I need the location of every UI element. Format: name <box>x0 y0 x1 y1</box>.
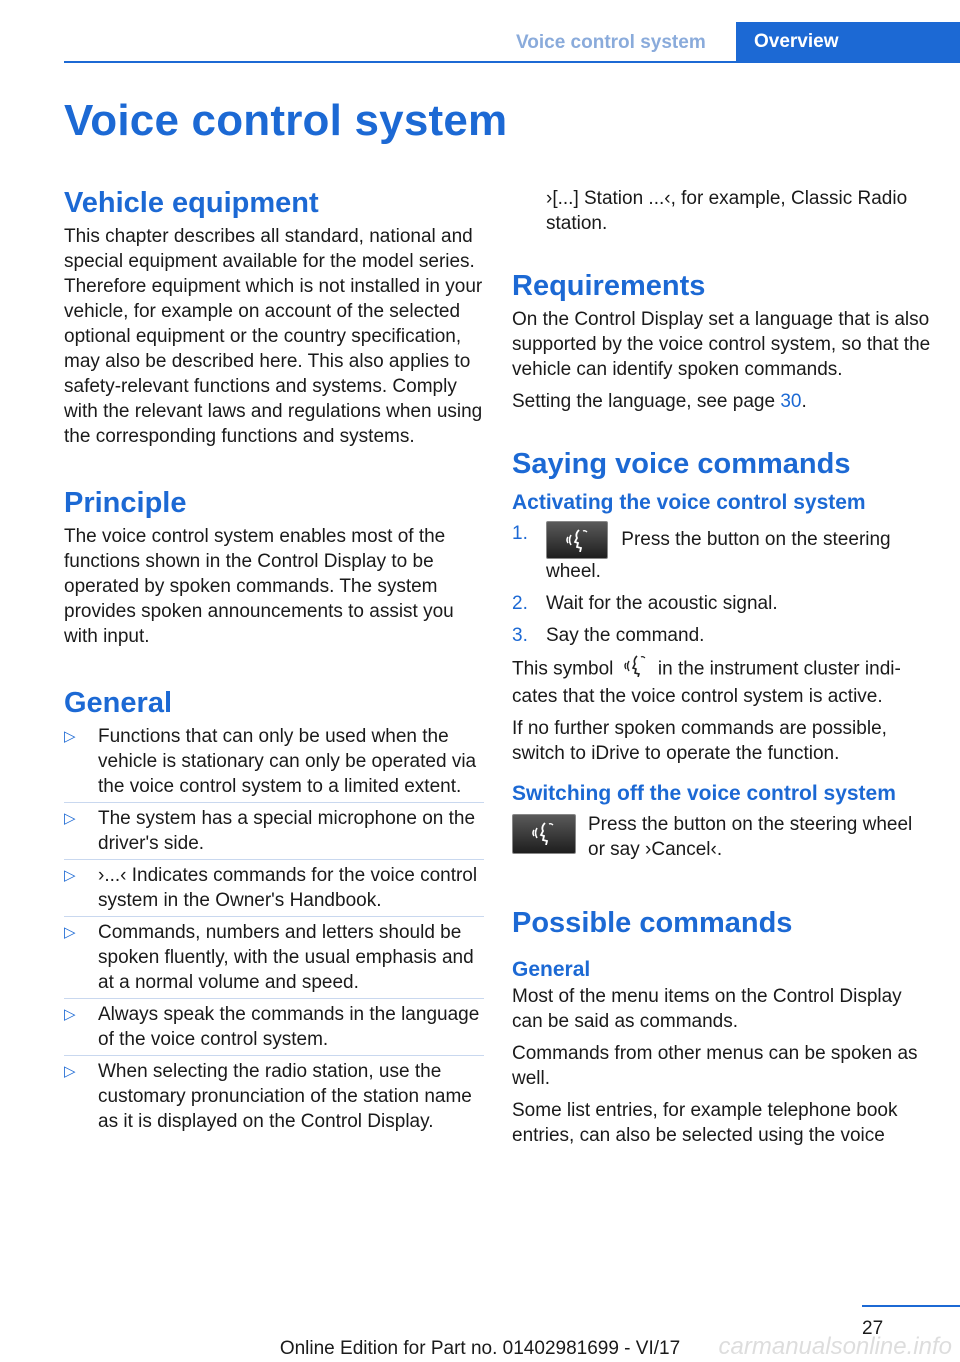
list-item <box>64 724 484 799</box>
list-item <box>512 591 932 616</box>
heading-principle: Principle <box>64 487 187 519</box>
page-title: Voice control system <box>64 96 508 145</box>
setting-language-text <box>512 389 932 414</box>
step-text: Wait for the acoustic signal. <box>546 593 778 614</box>
step-text: Say the command. <box>546 625 705 646</box>
symbol-text <box>512 655 932 709</box>
list-item <box>512 521 932 584</box>
triangle-bullet-icon: ▷ <box>64 867 76 884</box>
heading-requirements: Requirements <box>512 270 706 302</box>
bullet-text: Functions that can only be used when the vehicle is stationary can only be operated via the voice control system to a limited extent. <box>98 726 477 797</box>
radio-station-continuation: ›[...] Station ...‹, for example, Classic Radio station. <box>546 188 908 234</box>
voice-symbol-icon <box>623 655 649 684</box>
header-tab-label: Overview <box>754 31 839 52</box>
no-further-text: If no further spoken commands are possible, switch to iDrive to operate the function. <box>512 718 887 764</box>
vehicle-equipment-text: This chapter describes all standard, national and special equipment available for the model series. Therefore equipment which is not installed in your vehicle, for example on account of the selected optional equipment or the country specification, may also be described here. This also applies to safety-relevant functions and systems. Comply with the relevant laws and regulations when using the corresponding functions and systems. <box>64 226 483 447</box>
list-item <box>64 1059 484 1134</box>
step-number: 1. <box>512 523 528 544</box>
list-item <box>64 920 484 995</box>
header-section-label: Voice control system <box>516 32 706 53</box>
heading-switching-off: Switching off the voice control system <box>512 782 896 805</box>
header-tab-overview <box>736 22 960 62</box>
switching-off-text: Press the button on the steering wheel or say ›Cancel‹. <box>588 814 913 860</box>
activation-steps <box>512 521 932 648</box>
list-item <box>64 863 484 913</box>
bullet-text: ›...‹ Indicates commands for the voice control system in the Owner's Handbook. <box>98 865 478 911</box>
heading-activating: Activating the voice control system <box>512 491 866 514</box>
step-text: Press the button on the steering wheel. <box>546 529 891 582</box>
symbol-prefix: This symbol <box>512 658 614 680</box>
setting-language-suffix: . <box>801 391 807 412</box>
bullet-text: When selecting the radio station, use the customary pronunciation of the station name as it is displayed on the Control Display. <box>98 1061 472 1132</box>
triangle-bullet-icon: ▷ <box>64 924 76 941</box>
watermark: carmanualsonline.info <box>718 1333 952 1360</box>
step-number: 2. <box>512 593 528 614</box>
bullet-text: Always speak the commands in the language of the voice control system. <box>98 1004 480 1050</box>
left-column <box>64 186 484 1141</box>
principle-text: The voice control system enables most of the functions shown in the Control Display to be operated by spoken commands. The system provides spoken announcements to assist you with input. <box>64 526 454 647</box>
footer-edition: Online Edition for Part no. 01402981699 - VI/17 <box>279 1338 681 1359</box>
triangle-bullet-icon: ▷ <box>64 810 76 827</box>
heading-saying-voice-commands: Saying voice commands <box>512 448 851 480</box>
list-item <box>64 806 484 856</box>
page-30-link[interactable]: 30 <box>780 391 802 412</box>
requirements-text: On the Control Display set a language that is also supported by the voice control system, so that the vehicle can identify spoken commands. <box>512 309 931 380</box>
bullet-text: Commands, numbers and letters should be spoken fluently, with the usual emphasis and at a normal volume and speed. <box>98 922 474 993</box>
symbol-suffix: in the instrument cluster indicates that the voice control system is active. <box>512 658 901 707</box>
possible-text-3: Some list entries, for example telephone book entries, can also be selected using the voice <box>512 1100 898 1146</box>
voice-button-icon <box>546 521 608 559</box>
heading-vehicle-equipment: Vehicle equipment <box>64 187 319 219</box>
page-number: 27 <box>862 1318 884 1339</box>
triangle-bullet-icon: ▷ <box>64 1006 76 1023</box>
setting-language-prefix: Setting the language, see page <box>512 391 781 412</box>
triangle-bullet-icon: ▷ <box>64 728 76 745</box>
list-item <box>64 1002 484 1052</box>
bullet-text: The system has a special microphone on the driver's side. <box>98 808 476 854</box>
heading-possible-general: General <box>512 958 591 981</box>
list-item <box>512 623 932 648</box>
step-number: 3. <box>512 625 528 646</box>
possible-text-2: Commands from other menus can be spoken as well. <box>512 1043 918 1089</box>
switching-off-row <box>512 812 932 862</box>
heading-general: General <box>64 687 172 719</box>
voice-button-icon <box>512 814 576 854</box>
right-column <box>512 186 932 1155</box>
possible-text-1: Most of the menu items on the Control Display can be said as commands. <box>512 986 902 1032</box>
footer-rule <box>862 1305 960 1307</box>
heading-possible-commands: Possible commands <box>512 907 793 939</box>
triangle-bullet-icon: ▷ <box>64 1063 76 1080</box>
general-bullet-list <box>64 724 484 1134</box>
